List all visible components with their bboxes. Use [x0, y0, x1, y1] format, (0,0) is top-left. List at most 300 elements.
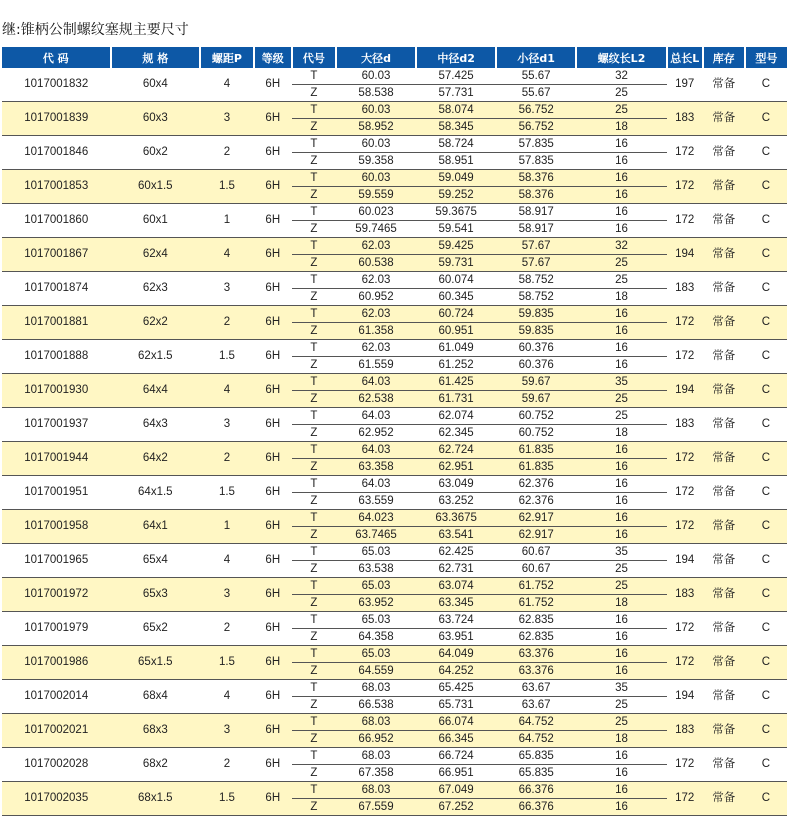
thread-length: 16 — [576, 221, 667, 238]
page-title: 继:锥柄公制螺纹塞规主要尺寸 — [2, 22, 189, 38]
gauge-symbol: Z — [292, 799, 336, 816]
pitch-diameter: 62.731 — [416, 561, 496, 578]
gauge-symbol: Z — [292, 561, 336, 578]
thread-length: 16 — [576, 340, 667, 357]
minor-diameter: 60.376 — [496, 340, 576, 357]
model-type: C — [745, 374, 787, 408]
minor-diameter: 59.67 — [496, 374, 576, 391]
pitch-diameter: 59.252 — [416, 187, 496, 204]
spec: 64x2 — [111, 442, 201, 476]
pitch-diameter: 65.731 — [416, 697, 496, 714]
grade: 6H — [254, 578, 292, 612]
spec: 60x1 — [111, 204, 201, 238]
major-diameter: 64.03 — [336, 476, 416, 493]
thread-length: 25 — [576, 255, 667, 272]
minor-diameter: 62.917 — [496, 510, 576, 527]
gauge-symbol: Z — [292, 731, 336, 748]
stock-status: 常备 — [703, 306, 745, 340]
gauge-symbol: T — [292, 510, 336, 527]
pitch-diameter: 63.541 — [416, 527, 496, 544]
gauge-symbol: T — [292, 680, 336, 697]
major-diameter: 60.952 — [336, 289, 416, 306]
pitch: 4 — [200, 68, 254, 102]
pitch-diameter: 64.049 — [416, 646, 496, 663]
minor-diameter: 66.376 — [496, 799, 576, 816]
minor-diameter: 57.835 — [496, 136, 576, 153]
gauge-symbol: Z — [292, 153, 336, 170]
pitch-diameter: 66.074 — [416, 714, 496, 731]
major-diameter: 60.538 — [336, 255, 416, 272]
grade: 6H — [254, 272, 292, 306]
major-diameter: 60.023 — [336, 204, 416, 221]
thread-length: 25 — [576, 102, 667, 119]
grade: 6H — [254, 544, 292, 578]
part-code: 1017002028 — [2, 748, 111, 782]
header-pitch: 螺距P — [200, 47, 254, 68]
minor-diameter: 63.67 — [496, 680, 576, 697]
stock-status: 常备 — [703, 578, 745, 612]
total-length: 172 — [667, 476, 703, 510]
total-length: 194 — [667, 238, 703, 272]
total-length: 183 — [667, 408, 703, 442]
grade: 6H — [254, 68, 292, 102]
thread-length: 16 — [576, 663, 667, 680]
major-diameter: 62.03 — [336, 340, 416, 357]
model-type: C — [745, 136, 787, 170]
gauge-symbol: T — [292, 340, 336, 357]
minor-diameter: 58.917 — [496, 221, 576, 238]
minor-diameter: 57.67 — [496, 238, 576, 255]
grade: 6H — [254, 646, 292, 680]
minor-diameter: 64.752 — [496, 714, 576, 731]
gauge-symbol: Z — [292, 765, 336, 782]
header-model: 型号 — [745, 47, 787, 68]
minor-diameter: 61.752 — [496, 578, 576, 595]
pitch-diameter: 61.425 — [416, 374, 496, 391]
pitch: 1 — [200, 204, 254, 238]
table-row — [2, 680, 787, 697]
stock-status: 常备 — [703, 136, 745, 170]
table-row — [2, 714, 787, 731]
gauge-symbol: Z — [292, 187, 336, 204]
table-row — [2, 578, 787, 595]
spec: 64x1.5 — [111, 476, 201, 510]
spec: 68x2 — [111, 748, 201, 782]
pitch-diameter: 66.951 — [416, 765, 496, 782]
header-pitch-diameter: 中径d2 — [416, 47, 496, 68]
thread-length: 18 — [576, 595, 667, 612]
header-grade: 等级 — [254, 47, 292, 68]
part-code: 1017001888 — [2, 340, 111, 374]
thread-length: 16 — [576, 527, 667, 544]
header-row — [2, 47, 787, 68]
total-length: 172 — [667, 612, 703, 646]
total-length: 183 — [667, 272, 703, 306]
gauge-symbol: Z — [292, 493, 336, 510]
major-diameter: 60.03 — [336, 68, 416, 85]
pitch: 3 — [200, 578, 254, 612]
minor-diameter: 60.67 — [496, 561, 576, 578]
major-diameter: 62.03 — [336, 306, 416, 323]
minor-diameter: 62.917 — [496, 527, 576, 544]
minor-diameter: 62.376 — [496, 493, 576, 510]
part-code: 1017002035 — [2, 782, 111, 816]
gauge-symbol: Z — [292, 527, 336, 544]
part-code: 1017001979 — [2, 612, 111, 646]
thread-length: 18 — [576, 425, 667, 442]
thread-length: 16 — [576, 476, 667, 493]
stock-status: 常备 — [703, 442, 745, 476]
major-diameter: 67.559 — [336, 799, 416, 816]
major-diameter: 64.03 — [336, 408, 416, 425]
pitch: 2 — [200, 306, 254, 340]
major-diameter: 64.03 — [336, 442, 416, 459]
table-row — [2, 748, 787, 765]
total-length: 172 — [667, 748, 703, 782]
minor-diameter: 58.752 — [496, 289, 576, 306]
thread-length: 16 — [576, 799, 667, 816]
pitch-diameter: 61.731 — [416, 391, 496, 408]
spec: 65x2 — [111, 612, 201, 646]
stock-status: 常备 — [703, 748, 745, 782]
gauge-symbol: Z — [292, 85, 336, 102]
total-length: 172 — [667, 170, 703, 204]
pitch-diameter: 62.425 — [416, 544, 496, 561]
pitch: 2 — [200, 612, 254, 646]
thread-length: 25 — [576, 561, 667, 578]
table-row — [2, 136, 787, 153]
stock-status: 常备 — [703, 102, 745, 136]
major-diameter: 62.03 — [336, 238, 416, 255]
pitch-diameter: 62.345 — [416, 425, 496, 442]
header-stock: 库存 — [703, 47, 745, 68]
header-spec: 规 格 — [111, 47, 201, 68]
thread-length: 16 — [576, 629, 667, 646]
grade: 6H — [254, 476, 292, 510]
gauge-symbol: T — [292, 782, 336, 799]
gauge-symbol: T — [292, 646, 336, 663]
model-type: C — [745, 442, 787, 476]
minor-diameter: 60.376 — [496, 357, 576, 374]
stock-status: 常备 — [703, 782, 745, 816]
grade: 6H — [254, 374, 292, 408]
pitch: 1 — [200, 510, 254, 544]
gauge-symbol: Z — [292, 221, 336, 238]
thread-length: 16 — [576, 306, 667, 323]
grade: 6H — [254, 612, 292, 646]
model-type: C — [745, 782, 787, 816]
minor-diameter: 56.752 — [496, 102, 576, 119]
part-code: 1017001853 — [2, 170, 111, 204]
major-diameter: 65.03 — [336, 646, 416, 663]
pitch-diameter: 61.252 — [416, 357, 496, 374]
pitch: 1.5 — [200, 476, 254, 510]
spec: 64x4 — [111, 374, 201, 408]
model-type: C — [745, 748, 787, 782]
minor-diameter: 61.835 — [496, 442, 576, 459]
header-code: 代 码 — [2, 47, 111, 68]
minor-diameter: 62.835 — [496, 612, 576, 629]
pitch: 4 — [200, 680, 254, 714]
minor-diameter: 59.835 — [496, 323, 576, 340]
pitch-diameter: 58.074 — [416, 102, 496, 119]
grade: 6H — [254, 680, 292, 714]
table-body — [2, 68, 787, 816]
header-major-diameter: 大径d — [336, 47, 416, 68]
table-row — [2, 544, 787, 561]
pitch-diameter: 60.345 — [416, 289, 496, 306]
table-row — [2, 68, 787, 85]
part-code: 1017001951 — [2, 476, 111, 510]
grade: 6H — [254, 510, 292, 544]
model-type: C — [745, 680, 787, 714]
pitch: 4 — [200, 374, 254, 408]
spec: 68x4 — [111, 680, 201, 714]
part-code: 1017001867 — [2, 238, 111, 272]
pitch: 1.5 — [200, 340, 254, 374]
spec: 60x1.5 — [111, 170, 201, 204]
minor-diameter: 62.376 — [496, 476, 576, 493]
pitch-diameter: 63.345 — [416, 595, 496, 612]
pitch-diameter: 63.3675 — [416, 510, 496, 527]
pitch-diameter: 57.731 — [416, 85, 496, 102]
model-type: C — [745, 68, 787, 102]
stock-status: 常备 — [703, 714, 745, 748]
spec: 65x1.5 — [111, 646, 201, 680]
grade: 6H — [254, 340, 292, 374]
part-code: 1017001986 — [2, 646, 111, 680]
pitch-diameter: 59.049 — [416, 170, 496, 187]
gauge-symbol: Z — [292, 459, 336, 476]
thread-length: 16 — [576, 612, 667, 629]
thread-length: 35 — [576, 374, 667, 391]
stock-status: 常备 — [703, 170, 745, 204]
table-row — [2, 476, 787, 493]
gauge-symbol: T — [292, 714, 336, 731]
total-length: 172 — [667, 204, 703, 238]
gauge-symbol: T — [292, 68, 336, 85]
table-row — [2, 102, 787, 119]
major-diameter: 65.03 — [336, 578, 416, 595]
gauge-symbol: Z — [292, 425, 336, 442]
stock-status: 常备 — [703, 272, 745, 306]
part-code: 1017001860 — [2, 204, 111, 238]
stock-status: 常备 — [703, 408, 745, 442]
grade: 6H — [254, 136, 292, 170]
spec: 68x1.5 — [111, 782, 201, 816]
total-length: 183 — [667, 714, 703, 748]
major-diameter: 60.03 — [336, 136, 416, 153]
thread-length: 25 — [576, 697, 667, 714]
minor-diameter: 58.917 — [496, 204, 576, 221]
gauge-symbol: T — [292, 272, 336, 289]
pitch: 1.5 — [200, 170, 254, 204]
grade: 6H — [254, 748, 292, 782]
major-diameter: 59.7465 — [336, 221, 416, 238]
pitch-diameter: 58.724 — [416, 136, 496, 153]
thread-length: 16 — [576, 442, 667, 459]
pitch-diameter: 59.731 — [416, 255, 496, 272]
table-row — [2, 204, 787, 221]
minor-diameter: 60.752 — [496, 408, 576, 425]
major-diameter: 63.559 — [336, 493, 416, 510]
model-type: C — [745, 102, 787, 136]
thread-length: 16 — [576, 170, 667, 187]
pitch-diameter: 60.951 — [416, 323, 496, 340]
stock-status: 常备 — [703, 612, 745, 646]
model-type: C — [745, 510, 787, 544]
major-diameter: 60.03 — [336, 170, 416, 187]
stock-status: 常备 — [703, 374, 745, 408]
total-length: 172 — [667, 782, 703, 816]
thread-length: 16 — [576, 459, 667, 476]
pitch: 3 — [200, 408, 254, 442]
spec: 60x3 — [111, 102, 201, 136]
pitch: 4 — [200, 238, 254, 272]
major-diameter: 61.559 — [336, 357, 416, 374]
major-diameter: 68.03 — [336, 714, 416, 731]
part-code: 1017002014 — [2, 680, 111, 714]
minor-diameter: 62.835 — [496, 629, 576, 646]
gauge-symbol: T — [292, 748, 336, 765]
part-code: 1017001972 — [2, 578, 111, 612]
gauge-symbol: Z — [292, 697, 336, 714]
thread-length: 18 — [576, 289, 667, 306]
thread-length: 16 — [576, 646, 667, 663]
thread-length: 16 — [576, 748, 667, 765]
grade: 6H — [254, 238, 292, 272]
grade: 6H — [254, 204, 292, 238]
pitch-diameter: 67.049 — [416, 782, 496, 799]
gauge-symbol: Z — [292, 391, 336, 408]
gauge-symbol: Z — [292, 323, 336, 340]
stock-status: 常备 — [703, 476, 745, 510]
model-type: C — [745, 612, 787, 646]
gauge-symbol: Z — [292, 357, 336, 374]
major-diameter: 65.03 — [336, 544, 416, 561]
gauge-symbol: Z — [292, 595, 336, 612]
table-row — [2, 374, 787, 391]
model-type: C — [745, 578, 787, 612]
major-diameter: 62.538 — [336, 391, 416, 408]
part-code: 1017001937 — [2, 408, 111, 442]
major-diameter: 66.952 — [336, 731, 416, 748]
major-diameter: 63.358 — [336, 459, 416, 476]
pitch-diameter: 63.951 — [416, 629, 496, 646]
spec: 62x3 — [111, 272, 201, 306]
gauge-symbol: Z — [292, 255, 336, 272]
minor-diameter: 59.835 — [496, 306, 576, 323]
model-type: C — [745, 170, 787, 204]
gauge-symbol: T — [292, 306, 336, 323]
major-diameter: 68.03 — [336, 680, 416, 697]
part-code: 1017001944 — [2, 442, 111, 476]
minor-diameter: 60.752 — [496, 425, 576, 442]
pitch: 1.5 — [200, 782, 254, 816]
minor-diameter: 58.752 — [496, 272, 576, 289]
major-diameter: 64.559 — [336, 663, 416, 680]
major-diameter: 59.358 — [336, 153, 416, 170]
header-symbol: 代号 — [292, 47, 336, 68]
thread-length: 16 — [576, 782, 667, 799]
major-diameter: 60.03 — [336, 102, 416, 119]
gauge-symbol: T — [292, 408, 336, 425]
table-row — [2, 782, 787, 799]
thread-length: 35 — [576, 544, 667, 561]
pitch: 2 — [200, 442, 254, 476]
major-diameter: 59.559 — [336, 187, 416, 204]
grade: 6H — [254, 714, 292, 748]
total-length: 197 — [667, 68, 703, 102]
table-row — [2, 646, 787, 663]
pitch-diameter: 63.724 — [416, 612, 496, 629]
pitch-diameter: 66.724 — [416, 748, 496, 765]
spec: 65x4 — [111, 544, 201, 578]
thread-length: 16 — [576, 493, 667, 510]
model-type: C — [745, 204, 787, 238]
thread-length: 25 — [576, 578, 667, 595]
minor-diameter: 58.376 — [496, 187, 576, 204]
pitch-diameter: 62.951 — [416, 459, 496, 476]
pitch: 2 — [200, 748, 254, 782]
grade: 6H — [254, 306, 292, 340]
spec: 64x3 — [111, 408, 201, 442]
model-type: C — [745, 714, 787, 748]
thread-length: 35 — [576, 680, 667, 697]
part-code: 1017001965 — [2, 544, 111, 578]
gauge-symbol: T — [292, 578, 336, 595]
part-code: 1017001881 — [2, 306, 111, 340]
table-row — [2, 340, 787, 357]
pitch-diameter: 61.049 — [416, 340, 496, 357]
gauge-symbol: T — [292, 136, 336, 153]
part-code: 1017001832 — [2, 68, 111, 102]
pitch-diameter: 63.049 — [416, 476, 496, 493]
table-row — [2, 272, 787, 289]
pitch: 3 — [200, 102, 254, 136]
major-diameter: 63.538 — [336, 561, 416, 578]
thread-length: 16 — [576, 153, 667, 170]
minor-diameter: 55.67 — [496, 68, 576, 85]
pitch-diameter: 60.724 — [416, 306, 496, 323]
pitch-diameter: 60.074 — [416, 272, 496, 289]
pitch: 3 — [200, 714, 254, 748]
stock-status: 常备 — [703, 238, 745, 272]
minor-diameter: 57.67 — [496, 255, 576, 272]
gauge-symbol: T — [292, 544, 336, 561]
part-code: 1017001958 — [2, 510, 111, 544]
minor-diameter: 66.376 — [496, 782, 576, 799]
major-diameter: 63.952 — [336, 595, 416, 612]
spec: 62x1.5 — [111, 340, 201, 374]
minor-diameter: 55.67 — [496, 85, 576, 102]
thread-length: 16 — [576, 204, 667, 221]
table-row — [2, 442, 787, 459]
major-diameter: 68.03 — [336, 748, 416, 765]
gauge-symbol: T — [292, 476, 336, 493]
major-diameter: 67.358 — [336, 765, 416, 782]
model-type: C — [745, 646, 787, 680]
part-code: 1017002021 — [2, 714, 111, 748]
gauge-symbol: Z — [292, 663, 336, 680]
pitch-diameter: 63.252 — [416, 493, 496, 510]
pitch-diameter: 66.345 — [416, 731, 496, 748]
gauge-symbol: Z — [292, 629, 336, 646]
minor-diameter: 58.376 — [496, 170, 576, 187]
minor-diameter: 65.835 — [496, 748, 576, 765]
gauge-symbol: Z — [292, 289, 336, 306]
pitch: 4 — [200, 544, 254, 578]
